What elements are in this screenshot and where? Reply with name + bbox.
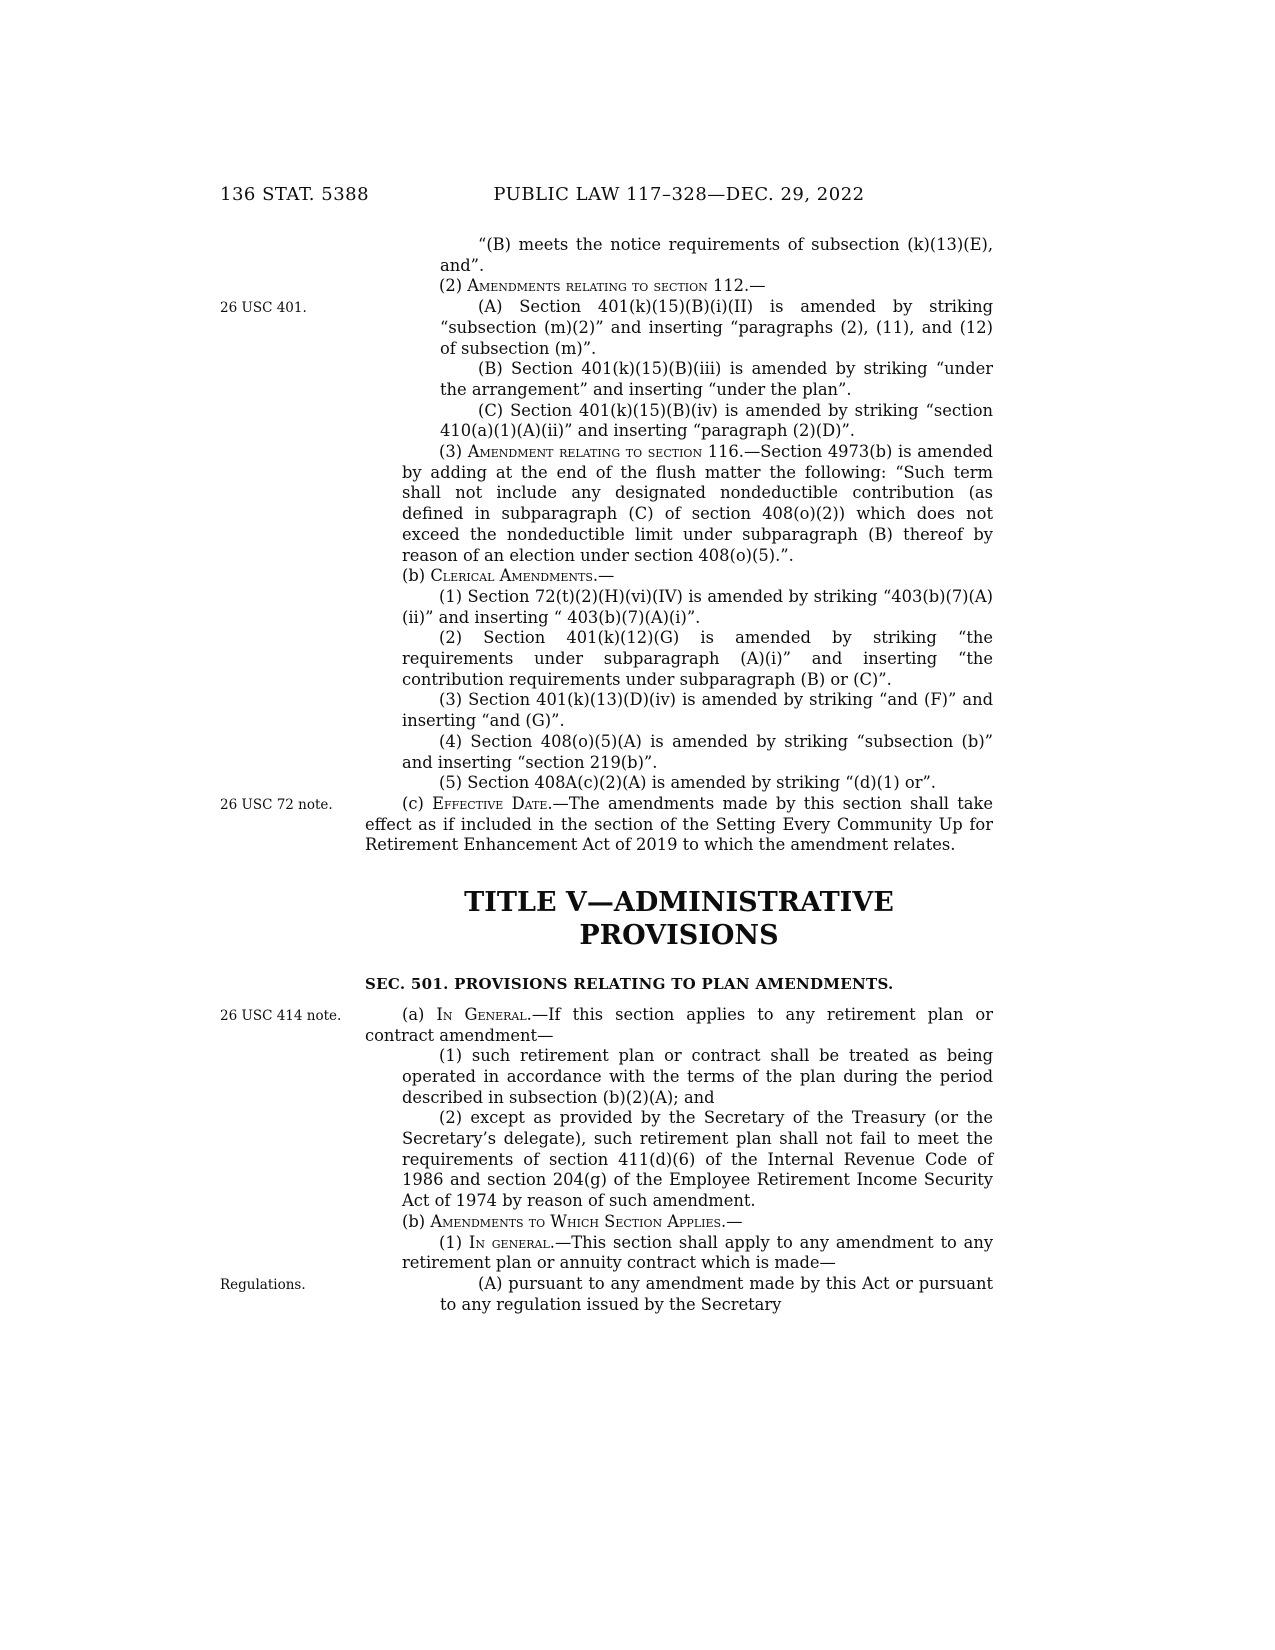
statute-paragraph	[402, 628, 993, 690]
statute-paragraph	[220, 297, 993, 359]
text-run: (3) Section 401(k)(13)(D)(iv) is amended by striking “and (F)” and inserting “and (G)”.	[402, 690, 993, 731]
text-run: (4) Section 408(o)(5)(A) is amended by striking “subsection (b)” and inserting “section 219(b)”.	[402, 731, 993, 772]
text-run: (b)	[402, 566, 431, 586]
statute-paragraph	[402, 587, 993, 628]
title-heading	[365, 886, 993, 952]
text-run: (1)	[439, 1232, 469, 1252]
statute-paragraph	[440, 235, 993, 276]
text-run: (2)	[439, 276, 468, 296]
body-column	[220, 235, 994, 1315]
body-blocks	[220, 235, 994, 1315]
small-caps-run: Effective Date	[432, 793, 548, 813]
statute-paragraph	[402, 442, 993, 566]
text-run: (2) except as provided by the Secretary of the Treasury (or the Secretary’s delegate), such retirement plan shall not fail to meet the requirements of section 411(d)(6) of the Internal Revenue Code of 1986 and section 204(g) of the Employee Retirement Income Security Act of 1974 by reason of such amendment.	[402, 1108, 993, 1211]
text-run: (B) Section 401(k)(15)(B)(iii) is amended by striking “under the arrangement” and inserting “under the plan”.	[440, 359, 993, 399]
margin-note: 26 USC 401.	[220, 300, 307, 317]
small-caps-run: In general	[468, 1232, 550, 1252]
stat-number: 136 STAT. 5388	[220, 184, 370, 205]
text-run: .—If this section applies to any retirement plan or contract amendment—	[365, 1004, 994, 1045]
statute-paragraph	[402, 1108, 993, 1212]
statute-paragraph	[402, 1046, 993, 1108]
statute-paragraph	[402, 690, 993, 731]
margin-note: 26 USC 414 note.	[220, 1007, 342, 1024]
text-run: (5) Section 408A(c)(2)(A) is amended by striking “(d)(1) or”.	[439, 773, 936, 793]
title-heading-line: TITLE V—ADMINISTRATIVE	[464, 887, 894, 919]
text-run: (1) such retirement plan or contract shall be treated as being operated in accordance with the terms of the plan during the period described in subsection (b)(2)(A); and	[402, 1046, 993, 1107]
statute-paragraph	[220, 1004, 994, 1046]
section-heading: SEC. 501. PROVISIONS RELATING TO PLAN AMENDMENTS.	[365, 975, 894, 994]
small-caps-run: Amendments to Which Section Applies	[430, 1211, 722, 1231]
statute-paragraph	[220, 1273, 993, 1315]
text-run: .—This section shall apply to any amendment to any retirement plan or annuity contract which is made—	[402, 1232, 994, 1273]
text-run: (a)	[402, 1004, 437, 1024]
statute-paragraph	[440, 359, 993, 400]
page-header	[0, 184, 1275, 208]
text-run: .—	[721, 1211, 743, 1231]
statute-paragraph	[402, 1233, 993, 1274]
text-run: (b)	[402, 1211, 431, 1231]
text-run: (C) Section 401(k)(15)(B)(iv) is amended by striking “section 410(a)(1)(A)(ii)” and inserting “paragraph (2)(D)”.	[440, 400, 993, 441]
statute-paragraph	[220, 793, 993, 856]
title-heading-line: PROVISIONS	[579, 920, 779, 952]
small-caps-run: In General	[436, 1004, 527, 1024]
text-run: (A) pursuant to any amendment made by this Act or pursuant to any regulation issued by the Secretary	[440, 1273, 993, 1314]
statute-paragraph	[365, 1212, 993, 1233]
small-caps-run: Amendment relating to section	[467, 442, 703, 462]
statute-paragraph	[402, 732, 993, 773]
text-run: (3)	[439, 442, 468, 462]
text-run: .—The amendments made by this section shall take effect as if included in the section of the Setting Every Community Up for Retirement Enhancement Act of 2019 to which the amendment relates.	[365, 793, 993, 855]
text-run: (1) Section 72(t)(2)(H)(vi)(IV) is amended by striking “403(b)(7)(A)(ii)” and inserting “ 403(b)(7)(A)(i)”.	[402, 586, 993, 627]
statute-paragraph	[440, 401, 993, 442]
statute-paragraph	[365, 566, 993, 587]
text-run: (c)	[402, 793, 433, 813]
margin-note: Regulations.	[220, 1276, 306, 1293]
law-title: PUBLIC LAW 117–328—DEC. 29, 2022	[493, 184, 865, 205]
margin-note: 26 USC 72 note.	[220, 796, 333, 813]
text-run: 112.—	[707, 276, 766, 296]
small-caps-run: Clerical Amendments	[430, 566, 593, 586]
text-run: (A) Section 401(k)(15)(B)(i)(II) is amended by striking “subsection (m)(2)” and inserting “paragraphs (2), (11), and (12) of subsection (m)”.	[440, 297, 993, 358]
statute-paragraph	[402, 773, 993, 794]
small-caps-run: Amendments relating to section	[467, 276, 708, 296]
text-run: 116.—Section 4973(b) is amended by adding at the end of the flush matter the following: “Such term shall not include any designated nondeductible contribution (as defined in subparagraph (C) of section 408(o)(2)) which does not exceed the nondeductible limit under subparagraph (B) thereof by reason of an election under section 408(o)(5).”.	[402, 442, 993, 565]
statute-paragraph	[402, 276, 993, 297]
text-run: .—	[592, 566, 615, 586]
text-run: “(B) meets the notice requirements of subsection (k)(13)(E), and”.	[440, 235, 993, 275]
text-run: (2) Section 401(k)(12)(G) is amended by striking “the requirements under subparagraph (A)(i)” and inserting “the contribution requirements under subparagraph (B) or (C)”.	[402, 628, 993, 689]
